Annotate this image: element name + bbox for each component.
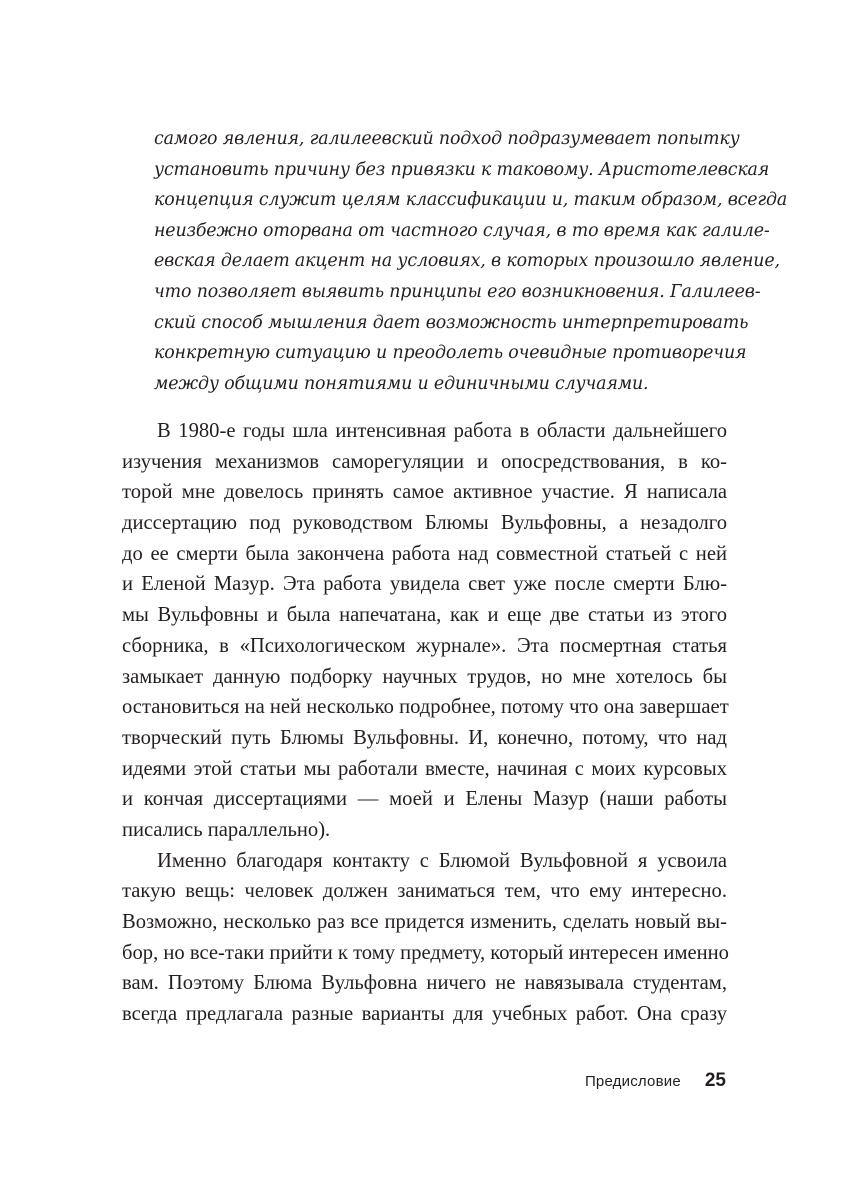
quote-line: концепция служит целям классификации и, таким образом, всегда — [154, 190, 788, 211]
quote-line: установить причину без привязки к таковому. Аристотелевская — [154, 159, 770, 180]
text-line: всегда предлагала разные варианты для учебных работ. Она сразу — [122, 1003, 727, 1026]
text-line: бор, но все-таки прийти к тому предмету, который интересен именно — [122, 941, 729, 964]
text-line: вам. Поэтому Блюма Вульфовна ничего не навязывала студентам, — [122, 972, 727, 995]
body-text — [122, 416, 727, 1030]
text-line: изучения механизмов саморегуляции и опосредствования, в ко- — [122, 450, 727, 473]
page-footer — [560, 1070, 726, 1098]
text-line: Возможно, несколько раз все придется изменить, сделать новый вы- — [122, 911, 727, 933]
quote-line: конкретную ситуацию и преодолеть очевидные противоречия — [154, 343, 747, 364]
text-line: такую вещь: человек должен заниматься тем, что ему интересно. — [122, 880, 727, 903]
text-line: остановиться на ней несколько подробнее, потому что она завершает — [122, 696, 729, 719]
running-title: Предисловие — [584, 1073, 681, 1090]
italic-quote-block — [154, 124, 788, 399]
quote-line: евская делает акцент на условиях, в которых произошло явление, — [154, 251, 780, 272]
text-line: торой мне довелось принять самое активное участие. Я написала — [122, 481, 727, 504]
text-line: диссертацию под руководством Блюмы Вульфовны, а незадолго — [122, 512, 727, 535]
text-line: идеями этой статьи мы работали вместе, начиная с моих курсовых — [122, 757, 727, 780]
text-line: замыкает данную подборку научных трудов, но мне хотелось бы — [122, 665, 727, 688]
text-line: творческий путь Блюмы Вульфовны. И, конечно, потому, что над — [122, 726, 727, 749]
text-line: до ее смерти была закончена работа над совместной статьей с ней — [122, 542, 727, 565]
paragraph-1 — [122, 416, 727, 846]
text-line: писались параллельно). — [122, 818, 331, 841]
text-line: сборника, в «Психологическом журнале». Эта посмертная статья — [122, 634, 727, 657]
page-number: 25 — [704, 1070, 726, 1091]
quote-line: самого явления, галилеевский подход подразумевает попытку — [154, 129, 740, 149]
quote-line: что позволяет выявить принципы его возникновения. Галилеев- — [154, 281, 761, 302]
text-line: В 1980-е годы шла интенсивная работа в области дальнейшего — [157, 420, 727, 442]
quote-line: ский способ мышления дает возможность интерпретировать — [154, 312, 749, 333]
text-line: мы Вульфовны и была напечатана, как и еще две статьи из этого — [122, 604, 727, 627]
text-line: Именно благодаря контакту с Блюмой Вульфовной я усвоила — [157, 849, 727, 872]
text-line: и Еленой Мазур. Эта работа увидела свет уже после смерти Блю- — [122, 573, 727, 596]
quote-line: неизбежно оторвана от частного случая, в то время как галиле- — [154, 220, 770, 241]
text-line: и кончая диссертациями — моей и Елены Мазур (наши работы — [122, 788, 727, 811]
paragraph-2 — [122, 846, 727, 1030]
quote-line: между общими понятиями и единичными случаями. — [154, 373, 649, 394]
